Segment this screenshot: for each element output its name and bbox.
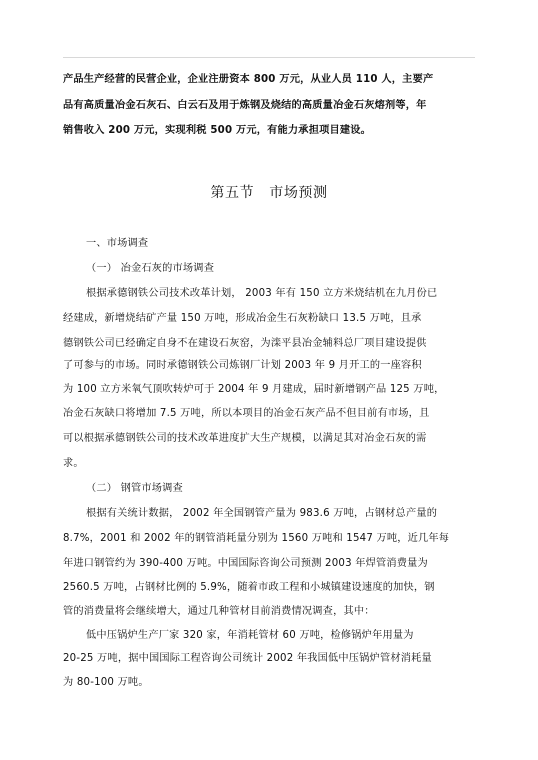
paragraph-line: 2560.5 万吨，占钢材比例的 5.9%，随着市政工程和小城镇建设速度的加快，钢 [63,582,435,593]
paragraph-line: 经建成，新增烧结矿产量 150 万吨，形成冶金生石灰粉缺口 13.5 万吨，且承 [63,313,422,324]
paragraph-line: 根据承德钢铁公司技术改革计划， 2003 年有 150 立方米烧结机在九月份已 [86,288,438,299]
heading-market-survey: 一、市场调查 [86,238,149,249]
paragraph-line: 冶金石灰缺口将增加 7.5 万吨，所以本项目的冶金石灰产品不但目前有市场，且 [63,408,430,419]
intro-line: 产品生产经营的民营企业，企业注册资本 800 万元，从业人员 110 人，主要产 [63,74,434,85]
paragraph-line: 年进口钢管约为 390-400 万吨。中国国际咨询公司预测 2003 年焊管消费量为 [63,558,428,569]
intro-line: 销售收入 200 万元，实现利税 500 万元，有能力承担项目建设。 [63,125,372,136]
section-title: 第五节 市场预测 [210,185,328,201]
paragraph-line: 20-25 万吨，据中国国际工程咨询公司统计 2002 年我国低中压锅炉管材消耗量 [63,653,432,664]
paragraph-line: 8.7%，2001 和 2002 年的钢管消耗量分别为 1560 万吨和 1547 万吨，近几年每 [63,533,450,544]
paragraph-line: 管的消费量将会继续增大，通过几种管材目前消费情况调查，其中： [63,606,375,617]
paragraph-line: 可以根据承德钢铁公司的技术改革进度扩大生产规模，以满足其对冶金石灰的需 [63,433,427,444]
paragraph-line: 为 80-100 万吨。 [63,677,149,688]
paragraph-line: 求。 [63,458,84,469]
paragraph-line: 德钢铁公司已经确定自身不在建设石灰窑，为滦平县冶金辅料总厂项目建设提供 [63,338,427,349]
paragraph-line: 低中压锅炉生产厂家 320 家，年消耗管材 60 万吨，检修锅炉年用量为 [86,630,414,641]
subheading-metallurgical-lime: （一） 冶金石灰的市场调查 [86,263,215,274]
paragraph-line: 根据有关统计数据， 2002 年全国钢管产量为 983.6 万吨，占钢材总产量的 [86,508,438,519]
subheading-steel-pipe: （二） 钢管市场调查 [86,483,183,494]
intro-line: 品有高质量冶金石灰石、白云石及用于炼钢及烧结的高质量冶金石灰熔剂等，年 [63,100,427,111]
header-rule [63,57,475,58]
paragraph-line: 了可参与的市场。同时承德钢铁公司炼钢厂计划 2003 年 9 月开工的一座容积 [63,360,422,371]
paragraph-line: 为 100 立方米氧气顶吹转炉可于 2004 年 9 月建成，届时新增钢产品 125 万吨， [63,384,445,395]
